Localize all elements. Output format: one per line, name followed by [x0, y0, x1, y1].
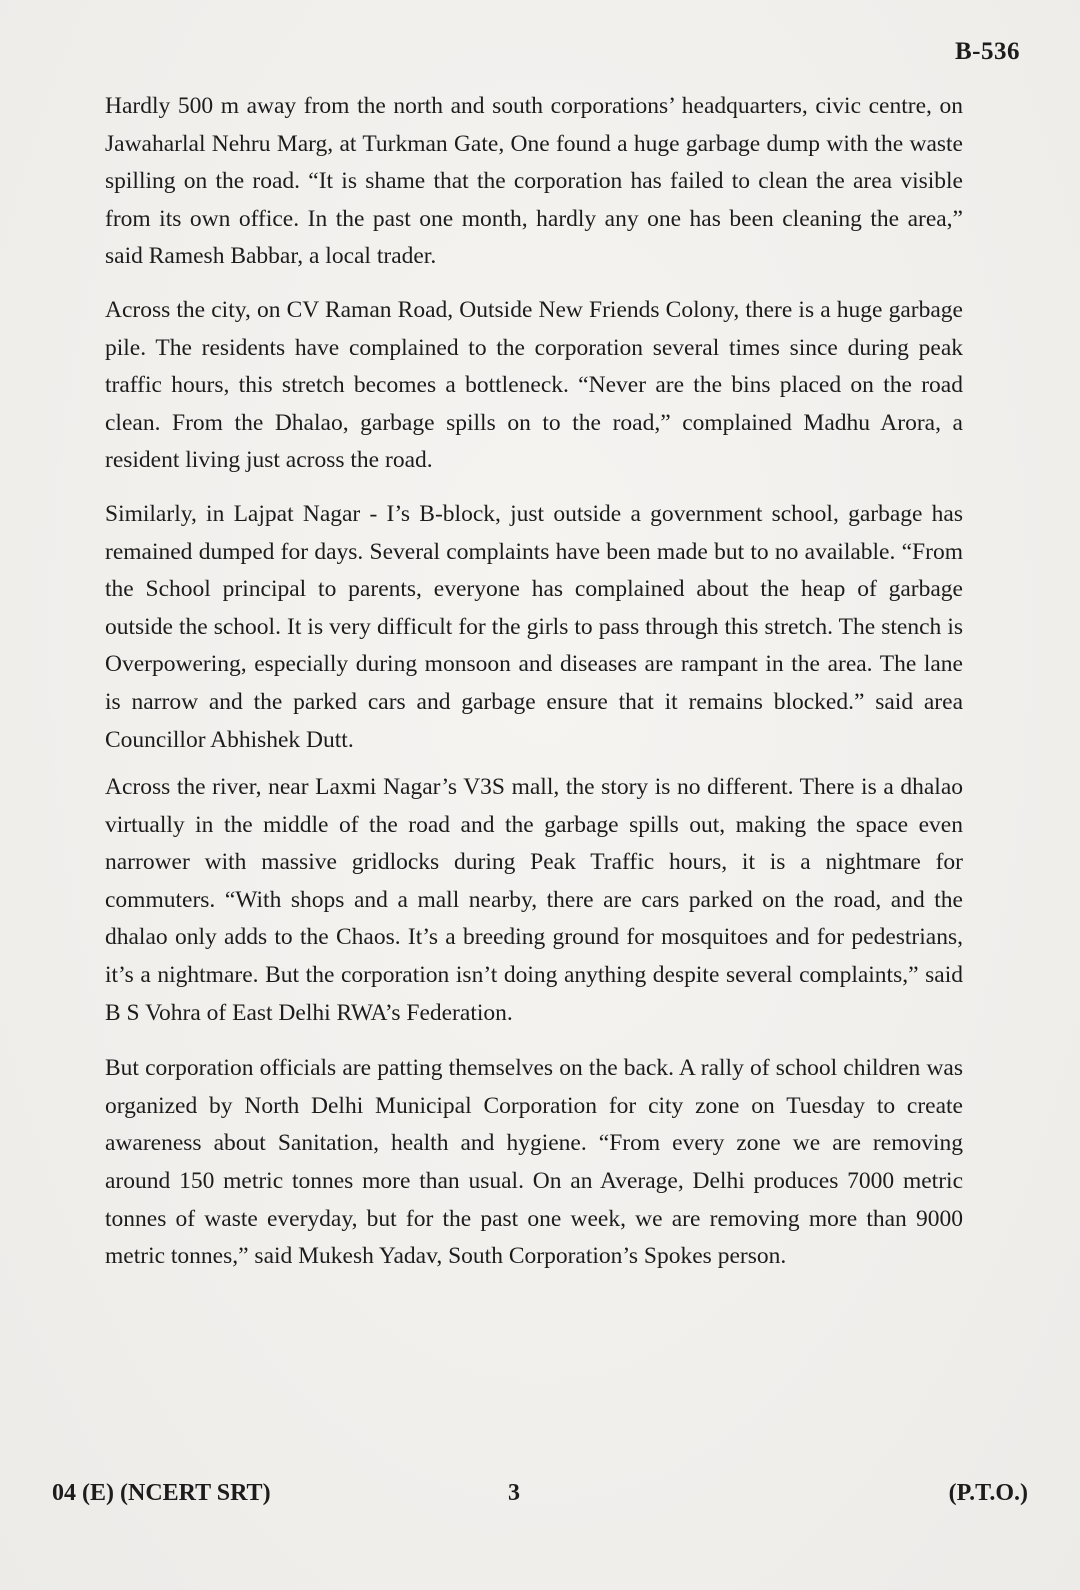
- passage-paragraph-4: Across the river, near Laxmi Nagar’s V3S mall, the story is no different. There is a dhalao virtually in the middle of the road and the garbage spills out, making the space even narrower with massive gridlocks during Peak Traffic hours, it is a nightmare for commuters. “With shops and a mall nearby, there are cars parked on the road, and the dhalao only adds to the Chaos. It’s a breeding ground for mosquitoes and for pedestrians, it’s a nightmare. But the corporation isn’t doing anything despite several complaints,” said B S Vohra of East Delhi RWA’s Federation.: [105, 774, 963, 1026]
- paper-code-header: B-536: [955, 38, 1020, 65]
- passage-paragraph-3: Similarly, in Lajpat Nagar - I’s B-block, just outside a government school, garbage has remained dumped for days. Several complaints have been made but to no available. “From the School principal to parents, everyone has complained about the heap of garbage outside the school. It is very difficult for the girls to pass through this stretch. The stench is Overpowering, especially during monsoon and diseases are rampant in the area. The lane is narrow and the parked cars and garbage ensure that it remains blocked.” said area Councillor Abhishek Dutt.: [105, 500, 963, 753]
- passage-paragraph-1: Hardly 500 m away from the north and south corporations’ headquarters, civic centre, on Jawaharlal Nehru Marg, at Turkman Gate, One found a huge garbage dump with the waste spilling on the road. “It is shame that the corporation has failed to clean the area visible from its own office. In the past one month, hardly any one has been cleaning the area,” said Ramesh Babbar, a local trader.: [105, 93, 963, 270]
- footer-paper-code: 04 (E) (NCERT SRT): [52, 1480, 271, 1506]
- passage-paragraph-2: Across the city, on CV Raman Road, Outside New Friends Colony, there is a huge garbage pile. The residents have complained to the corporation several times since during peak traffic hours, this stretch becomes a bottleneck. “Never are the bins placed on the road clean. From the Dhalao, garbage spills on to the road,” complained Madhu Arora, a resident living just across the road.: [105, 296, 963, 474]
- passage: [105, 88, 963, 1276]
- pto-label: (P.T.O.): [948, 1480, 1028, 1506]
- page-footer: [0, 1480, 1080, 1516]
- page-number: 3: [508, 1480, 520, 1506]
- passage-paragraph-5: But corporation officials are patting themselves on the back. A rally of school children was organized by North Delhi Municipal Corporation for city zone on Tuesday to create awareness about Sanitation, health and hygiene. “From every zone we are removing around 150 metric tonnes more than usual. On an Average, Delhi produces 7000 metric tonnes of waste everyday, but for the past one week, we are removing more than 9000 metric tonnes,” said Mukesh Yadav, South Corporation’s Spokes person.: [105, 1055, 963, 1270]
